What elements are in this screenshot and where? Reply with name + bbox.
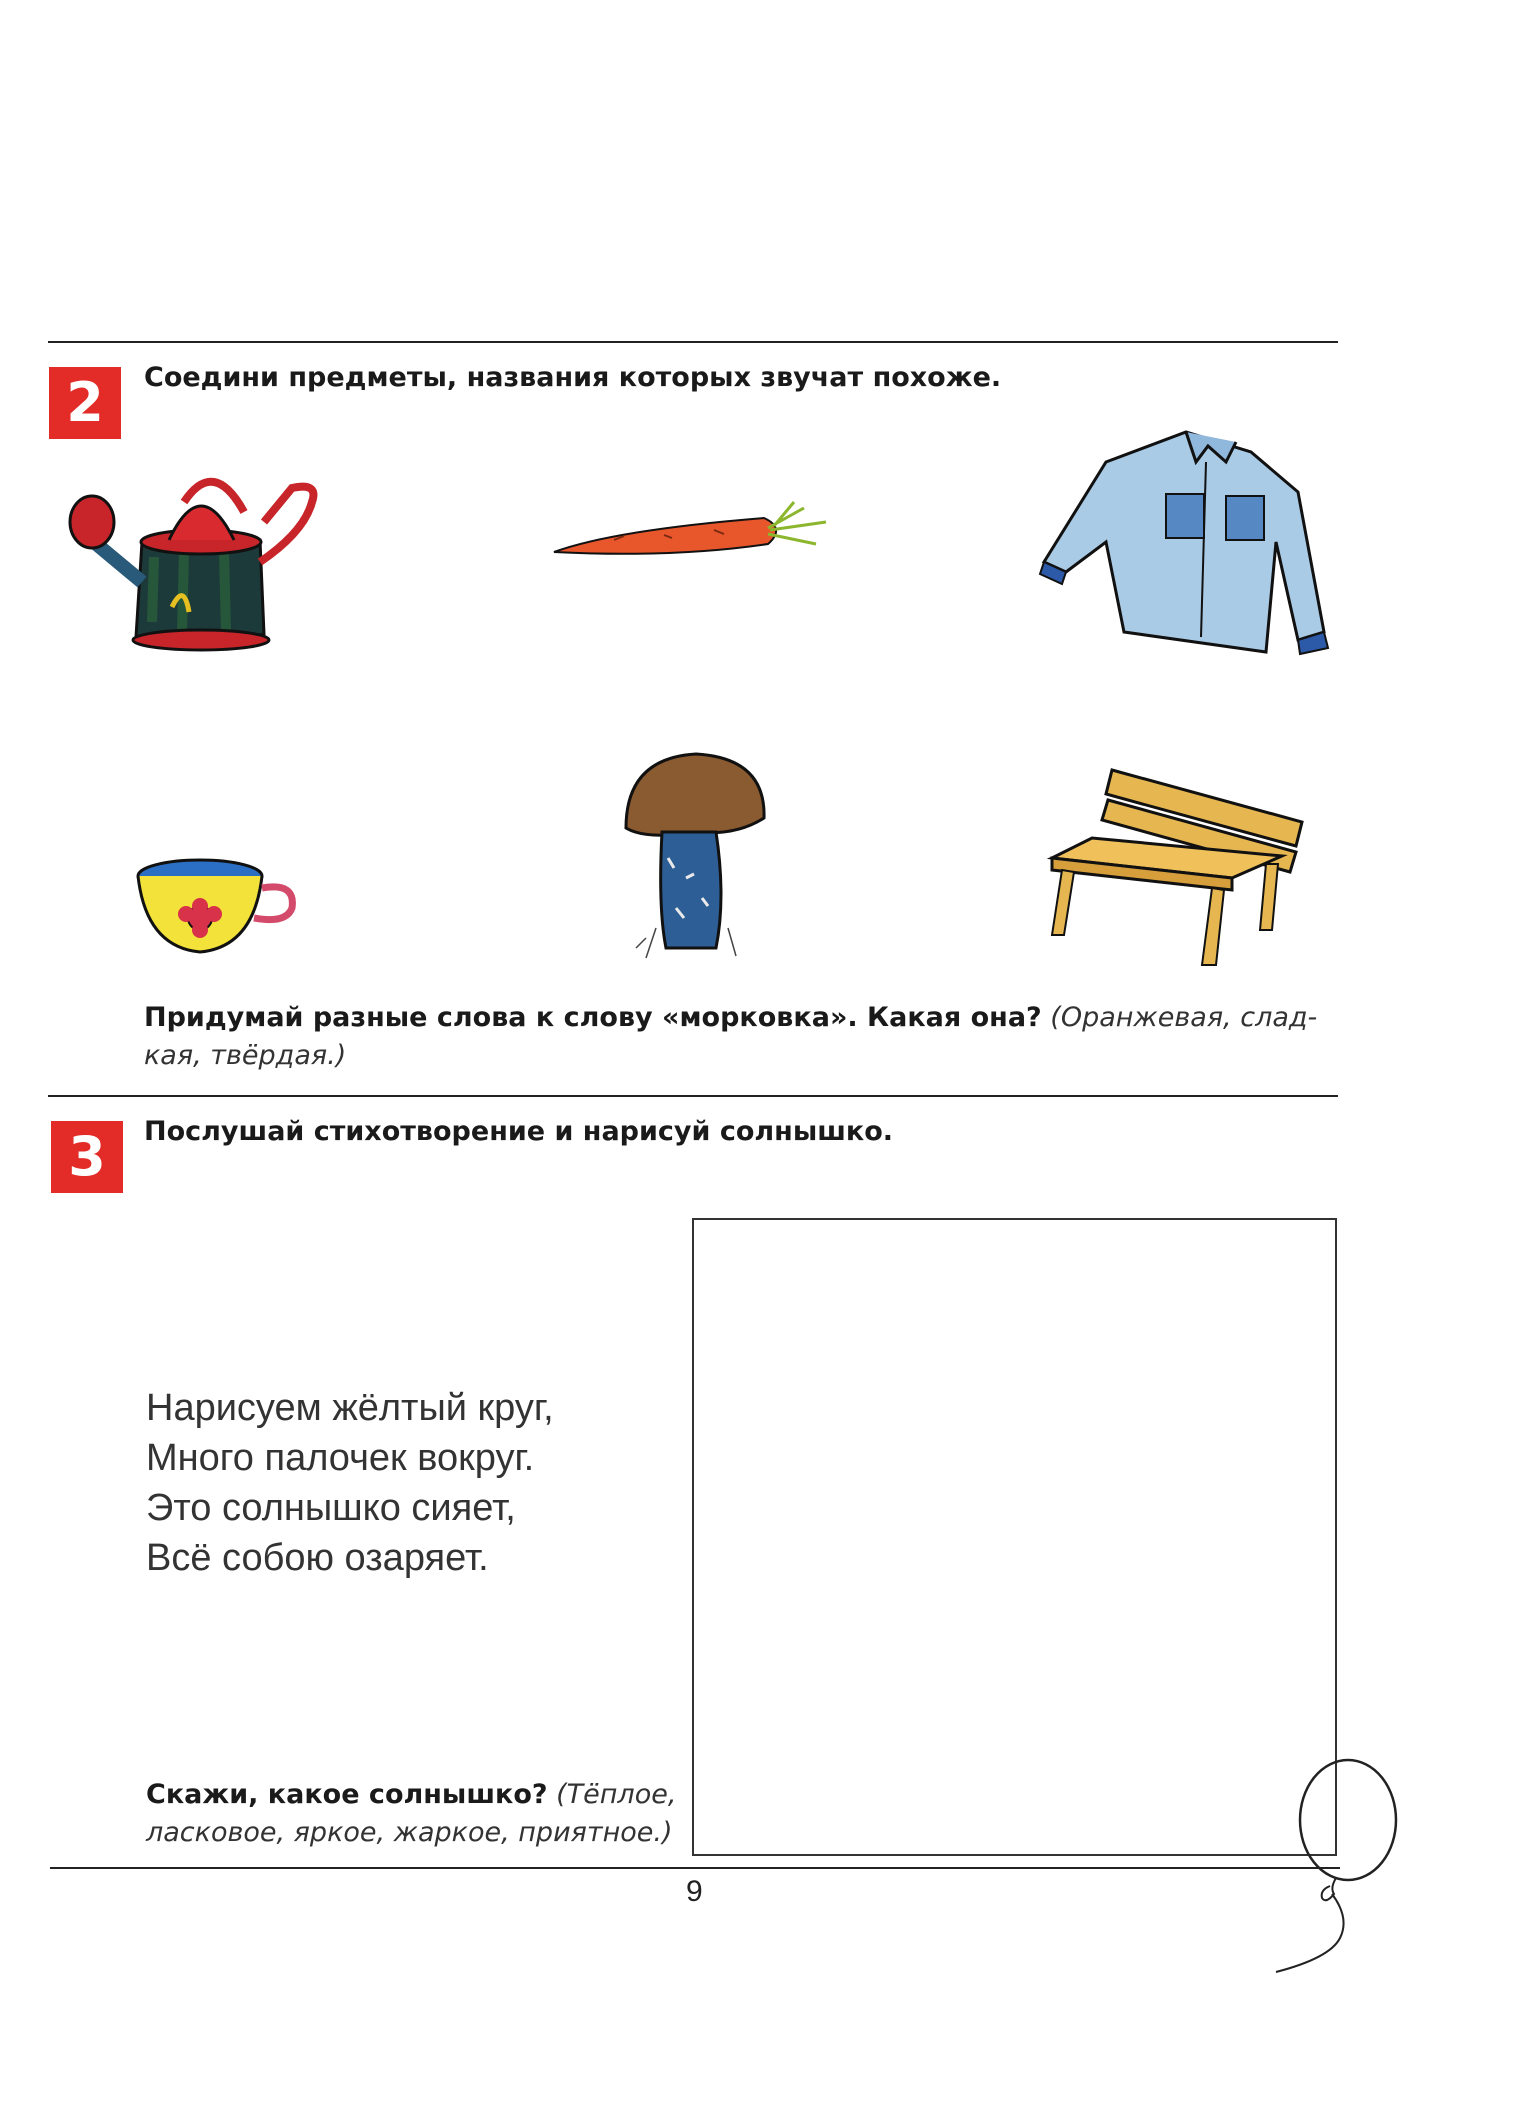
- page-number: 9: [686, 1875, 703, 1908]
- task-2-badge: 2: [49, 367, 121, 439]
- task-2-question-bold: Придумай разные слова к слову «морковка». Какая она?: [144, 1002, 1042, 1033]
- mushroom-picture[interactable]: [616, 748, 770, 968]
- task-2-question: [144, 999, 1318, 1075]
- poem-line: Это солнышко сияет,: [146, 1487, 516, 1529]
- drawing-area[interactable]: [692, 1218, 1337, 1856]
- task-2-answer-line1: (Оранжевая, слад-: [1050, 1002, 1318, 1033]
- middle-divider: [48, 1095, 1338, 1097]
- poem: [146, 1383, 554, 1583]
- task-3-question: [146, 1776, 706, 1852]
- watering-can-picture[interactable]: [64, 462, 324, 652]
- bottom-divider: [50, 1867, 1340, 1869]
- task-3-badge: 3: [51, 1121, 123, 1193]
- carrot-picture[interactable]: [554, 500, 844, 570]
- poem-line: Нарисуем жёлтый круг,: [146, 1387, 554, 1429]
- cup-picture[interactable]: [136, 852, 298, 962]
- task-3-answer-line1: (Тёплое,: [556, 1779, 677, 1810]
- poem-line: Всё собою озаряет.: [146, 1537, 489, 1579]
- task-2-answer-line2: кая, твёрдая.): [144, 1040, 347, 1071]
- balloon-icon: [1270, 1758, 1400, 1978]
- task-3-answer-line2: ласковое, яркое, жаркое, приятное.): [146, 1817, 673, 1848]
- task-2-title: Соедини предметы, названия которых звучат похоже.: [144, 362, 1002, 393]
- bench-picture[interactable]: [1052, 760, 1312, 970]
- task-3-title: Послушай стихотворение и нарисуй солнышко.: [144, 1116, 894, 1147]
- poem-line: Много палочек вокруг.: [146, 1437, 535, 1479]
- task-3-question-bold: Скажи, какое солнышко?: [146, 1779, 548, 1810]
- shirt-picture[interactable]: [1036, 422, 1332, 658]
- top-divider: [48, 341, 1338, 343]
